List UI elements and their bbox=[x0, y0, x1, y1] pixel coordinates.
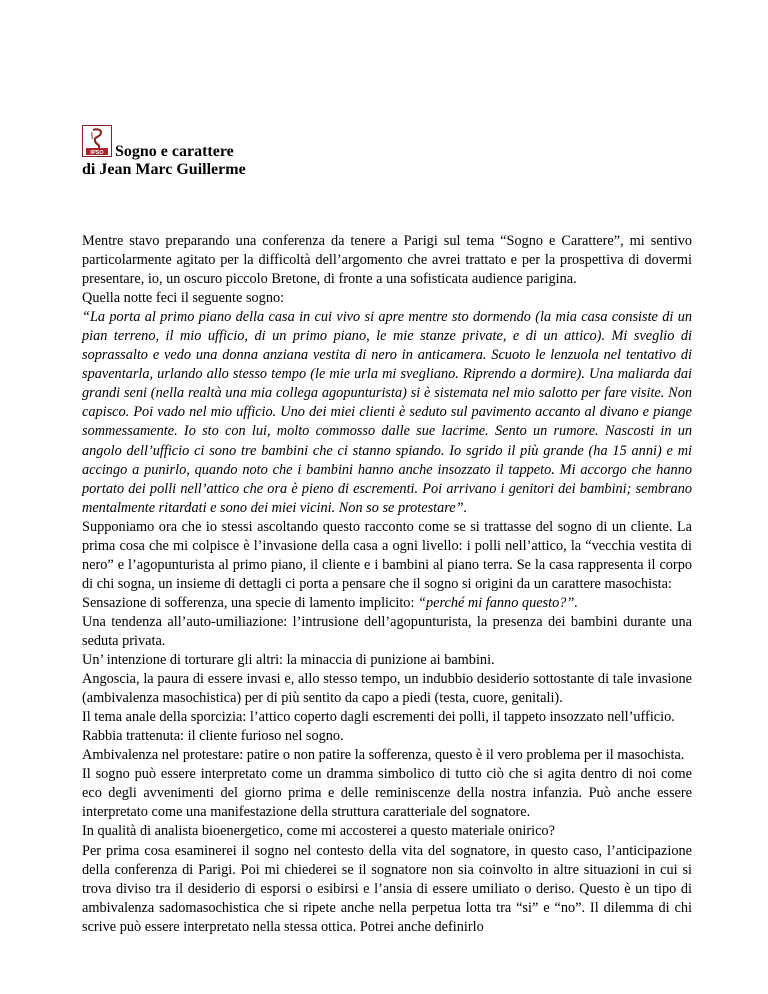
paragraph: Il sogno può essere interpretato come un dramma simbolico di tutto ciò che si agita dentro di noi come eco degli avvenimenti del giorno prima e delle reminiscenze della nostra infanzia. Può anche essere interpretato come una manifestazione della struttura caratteriale del sognatore. bbox=[82, 766, 692, 821]
paragraph: Per prima cosa esaminerei il sogno nel contesto della vita del sognatore, in questo caso, l’anticipazione della conferenza di Parigi. Poi mi chiederei se il sognatore non sia coinvolto in altre situazioni in cui si trova diviso tra il desiderio di esporsi o esibirsi e l’ansia di essere umiliato o deriso. Questo è un tipo di ambivalenza sadomasochistica che si ripete anche nella perpetua lotta tra “si” e “no”. Il dilemma di chi scrive può essere interpretato nella stessa ottica. Potrei anche definirlo bbox=[82, 842, 692, 935]
paragraph: Un’ intenzione di torturare gli altri: la minaccia di punizione ai bambini. bbox=[82, 652, 495, 669]
paragraph: Angoscia, la paura di essere invasi e, allo stesso tempo, un indubbio desiderio sottostante di tale invasione (ambivalenza masochistica) per di più sentito da capo a piedi (testa, cuore, genitali). bbox=[82, 671, 692, 707]
article-title: Sogno e carattere bbox=[115, 143, 234, 160]
article-author: di Jean Marc Guillerme bbox=[82, 161, 246, 178]
paragraph: Il tema anale della sporcizia: l’attico coperto dagli escrementi dei polli, il tappeto insozzato nell’ufficio. bbox=[82, 709, 675, 726]
paragraph: In qualità di analista bioenergetico, come mi accosterei a questo materiale onirico? bbox=[82, 823, 555, 840]
ipso-logo bbox=[82, 125, 112, 157]
paragraph: Supponiamo ora che io stessi ascoltando questo racconto come se si trattasse del sogno di un cliente. La prima cosa che mi colpisce è l’invasione della casa a ogni livello: i polli nell’attico, la “vecchia vestita di nero” e l’agopunturista al primo piano, il cliente e i bambini al piano terra. Se la casa rappresenta il corpo di chi sogna, un insieme di dettagli ci porta a pensare che il sogno si origini da un carattere masochista: bbox=[82, 518, 692, 592]
paragraph-text: Sensazione di sofferenza, una specie di lamento implicito: bbox=[82, 594, 419, 611]
ipso-logo-icon bbox=[83, 126, 111, 156]
paragraph: Ambivalenza nel protestare: patire o non patire la sofferenza, questo è il vero problema per il masochista. bbox=[82, 747, 685, 764]
paragraph: Quella notte feci il seguente sogno: bbox=[82, 290, 285, 307]
paragraph: Una tendenza all’auto-umiliazione: l’intrusione dell’agopunturista, la presenza dei bambini durante una seduta privata. bbox=[82, 613, 692, 649]
dream-narrative: “La porta al primo piano della casa in cui vivo si apre mentre sto dormendo (la mia casa consiste di un pian terreno, il mio ufficio, di un primo piano, le mie stanze private, e di un attico). Mi sveglio di soprassalto e vedo una donna anziana vestita di nero in anticamera. Scuoto le lenzuola nel tentativo di spaventarla, urlando allo stesso tempo (le mie urla mi svegliano. Riprendo a dormire). Una maliarda dai grandi seni (nella realtà una mia collega agopunturista) si è sistemata nel mio salotto per fare visite. Non capisco. Poi vado nel mio ufficio. Uno dei miei clienti è seduto sul pavimento accanto al divano e piange sommessamente. Io sto con lui, molto commosso dalle sue lacrime. Sento un rumore. Nascosti in un angolo dell’ufficio ci sono tre bambini che ci stanno spiando. Io sgrido il più grande (ha 15 anni) e mi accingo a punirlo, quando noto che i bambini hanno anche insozzato il tappeto. Mi accorgo che hanno portato dei polli nell’attico che ora è pieno di escrementi. Poi arrivano i genitori dei bambini; sembrano mentalmente ritardati e sono dei miei vicini. Non so se protestare”. bbox=[82, 309, 692, 516]
paragraph-quote: “perché mi fanno questo?”. bbox=[418, 594, 578, 611]
paragraph: Rabbia trattenuta: il cliente furioso nel sogno. bbox=[82, 728, 344, 745]
paragraph bbox=[82, 594, 692, 613]
svg-text:IPSO: IPSO bbox=[90, 150, 104, 156]
article-body bbox=[82, 232, 692, 937]
paragraph: Mentre stavo preparando una conferenza da tenere a Parigi sul tema “Sogno e Carattere”, mi sentivo particolarmente agitato per la difficoltà dell’argomento che avrei trattato e per la prospettiva di dovermi presentare, io, un oscuro piccolo Bretone, di fronte a una sofisticata audience parigina. bbox=[82, 233, 692, 288]
